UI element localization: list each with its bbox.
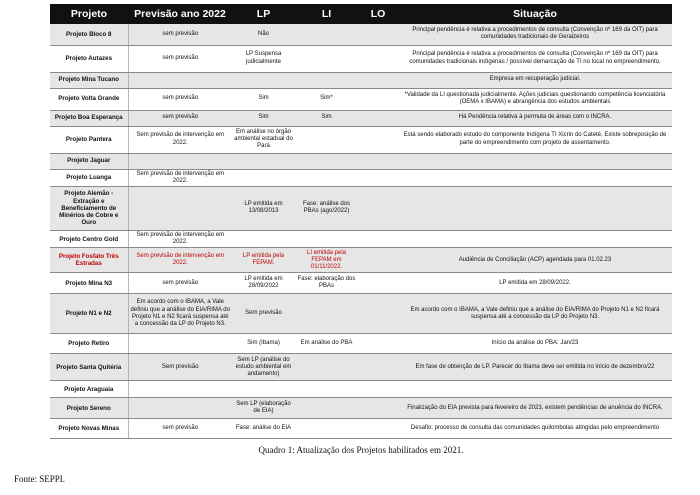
cell-previsao: sem previsão bbox=[128, 273, 232, 294]
cell-previsao: Sem previsão de intervenção em 2022. bbox=[128, 126, 232, 153]
cell-previsao: Sem previsão de intervenção em 2022. bbox=[128, 169, 232, 186]
cell-lp: Sem LP (elaboração de EIA) bbox=[232, 398, 295, 419]
table-row bbox=[50, 153, 672, 169]
cell-previsao bbox=[128, 72, 232, 88]
table-row bbox=[50, 72, 672, 88]
table-row bbox=[50, 230, 672, 247]
cell-lo bbox=[358, 398, 398, 419]
cell-situacao: Empresa em recuperação judicial. bbox=[398, 72, 672, 88]
cell-lo bbox=[358, 186, 398, 230]
table-caption: Quadro 1: Atualização dos Projetos habilitados em 2021. bbox=[258, 445, 464, 456]
header-lp: LP bbox=[232, 4, 295, 24]
table-row bbox=[50, 334, 672, 354]
cell-situacao: Em acordo com o IBAMA, a Vale definiu que a análise do EIA/RIMA do Projeto N1 e N2 ficará suspensa até a concessão da LP do Projeto N3. bbox=[398, 294, 672, 334]
cell-projeto: Projeto Alemão - Extração e Beneficiamento de Minérios de Cobre e Ouro bbox=[50, 186, 128, 230]
cell-li bbox=[295, 419, 358, 439]
cell-situacao: LP emitida em 28/09/2022. bbox=[398, 273, 672, 294]
cell-lo bbox=[358, 334, 398, 354]
cell-lo bbox=[358, 354, 398, 381]
projects-table bbox=[50, 4, 672, 439]
cell-situacao: Audiência de Conciliação (ACP) agendada para 01.02.23 bbox=[398, 248, 672, 273]
cell-projeto: Projeto Centro Gold bbox=[50, 230, 128, 247]
cell-projeto: Projeto Sereno bbox=[50, 398, 128, 419]
cell-projeto: Projeto N1 e N2 bbox=[50, 294, 128, 334]
cell-lp: Sim bbox=[232, 110, 295, 126]
cell-situacao bbox=[398, 186, 672, 230]
document bbox=[50, 4, 672, 455]
cell-li: Fase: análise dos PBAs (ago/2022) bbox=[295, 186, 358, 230]
cell-li bbox=[295, 24, 358, 45]
cell-lo bbox=[358, 294, 398, 334]
source-note: Fonte: SEPPI. bbox=[14, 474, 66, 484]
cell-li bbox=[295, 153, 358, 169]
cell-situacao: Finalização do EIA prevista para fevereiro de 2023, existem pendências de anuência do INCRA. bbox=[398, 398, 672, 419]
table-row bbox=[50, 398, 672, 419]
table-row bbox=[50, 110, 672, 126]
cell-li bbox=[295, 230, 358, 247]
cell-previsao bbox=[128, 334, 232, 354]
cell-lo bbox=[358, 24, 398, 45]
cell-li: Fase: elaboração dos PBAs bbox=[295, 273, 358, 294]
cell-previsao: Em acordo com o IBAMA, a Vale definiu que a análise do EIA/RIMA do Projeto N1 e N2 ficará suspensa até a concessão da LP do Projeto N3. bbox=[128, 294, 232, 334]
cell-li bbox=[295, 398, 358, 419]
cell-projeto: Projeto Santa Quitéria bbox=[50, 354, 128, 381]
cell-lp: LP emitida em 13/08/2013 bbox=[232, 186, 295, 230]
cell-lo bbox=[358, 419, 398, 439]
cell-previsao: sem previsão bbox=[128, 110, 232, 126]
cell-lp bbox=[232, 153, 295, 169]
cell-situacao bbox=[398, 169, 672, 186]
cell-projeto: Projeto Jaguar bbox=[50, 153, 128, 169]
cell-li bbox=[295, 294, 358, 334]
table-row bbox=[50, 273, 672, 294]
table-row bbox=[50, 45, 672, 72]
cell-lp: Fase: análise do EIA bbox=[232, 419, 295, 439]
header-li: LI bbox=[295, 4, 358, 24]
cell-li: LI emitida pela FEPAM em 01/11/2022. bbox=[295, 248, 358, 273]
cell-projeto: Projeto Luanga bbox=[50, 169, 128, 186]
table-row bbox=[50, 248, 672, 273]
header-situacao: Situação bbox=[398, 4, 672, 24]
cell-situacao: *Validade da LI questionada judicialmente. Ações judiciais questionando competência licenciatória (OEMA x IBAMA) e abrangência dos estudos ambientais bbox=[398, 88, 672, 110]
cell-lp: Sem previsão bbox=[232, 294, 295, 334]
cell-li bbox=[295, 354, 358, 381]
table-row bbox=[50, 381, 672, 398]
cell-previsao bbox=[128, 381, 232, 398]
cell-projeto: Projeto Boa Esperança bbox=[50, 110, 128, 126]
cell-lp: Sim (Ibama) bbox=[232, 334, 295, 354]
cell-lo bbox=[358, 230, 398, 247]
cell-previsao: sem previsão bbox=[128, 419, 232, 439]
cell-li: Sim* bbox=[295, 88, 358, 110]
cell-lo bbox=[358, 169, 398, 186]
cell-li: Em análise do PBA bbox=[295, 334, 358, 354]
cell-projeto: Projeto Pantera bbox=[50, 126, 128, 153]
cell-previsao bbox=[128, 398, 232, 419]
cell-lp bbox=[232, 169, 295, 186]
cell-projeto: Projeto Novas Minas bbox=[50, 419, 128, 439]
cell-lp: Sim bbox=[232, 88, 295, 110]
cell-previsao: Sem previsão de intervenção em 2022. bbox=[128, 248, 232, 273]
cell-projeto: Projeto Bloco 8 bbox=[50, 24, 128, 45]
cell-situacao: Está sendo elaborado estudo do componente Indígena TI Xicrin do Cateté. Existe sobreposição de parte do empreendimento com projeto de assentamento. bbox=[398, 126, 672, 153]
cell-lo bbox=[358, 248, 398, 273]
cell-lo bbox=[358, 153, 398, 169]
cell-lp: Em análise no órgão ambiental estadual do Pará bbox=[232, 126, 295, 153]
cell-li bbox=[295, 126, 358, 153]
cell-situacao: Há Pendência relativa à permuta de áreas com o INCRA. bbox=[398, 110, 672, 126]
cell-lp: Não bbox=[232, 24, 295, 45]
cell-projeto: Projeto Retiro bbox=[50, 334, 128, 354]
cell-li: Sim bbox=[295, 110, 358, 126]
cell-previsao: sem previsão bbox=[128, 24, 232, 45]
cell-situacao bbox=[398, 153, 672, 169]
cell-situacao: Início da análise do PBA: Jan/23 bbox=[398, 334, 672, 354]
cell-lo bbox=[358, 110, 398, 126]
cell-lo bbox=[358, 72, 398, 88]
cell-previsao: Sem previsão bbox=[128, 354, 232, 381]
table-row bbox=[50, 294, 672, 334]
cell-projeto: Projeto Fosfato Três Estradas bbox=[50, 248, 128, 273]
cell-lo bbox=[358, 45, 398, 72]
cell-projeto: Projeto Volta Grande bbox=[50, 88, 128, 110]
cell-lp: LP emitida pela FEPAM. bbox=[232, 248, 295, 273]
cell-lo bbox=[358, 273, 398, 294]
cell-previsao: Sem previsão de intervenção em 2022. bbox=[128, 230, 232, 247]
cell-lp: LP emitida em 28/09/2022 bbox=[232, 273, 295, 294]
cell-previsao: sem previsão bbox=[128, 45, 232, 72]
cell-li bbox=[295, 72, 358, 88]
cell-lp: LP Suspensa judicialmente bbox=[232, 45, 295, 72]
table-row bbox=[50, 186, 672, 230]
table-row bbox=[50, 169, 672, 186]
cell-previsao: sem previsão bbox=[128, 88, 232, 110]
cell-previsao bbox=[128, 153, 232, 169]
cell-lo bbox=[358, 126, 398, 153]
cell-projeto: Projeto Mina Tucano bbox=[50, 72, 128, 88]
table-row bbox=[50, 354, 672, 381]
cell-li bbox=[295, 381, 358, 398]
header-row bbox=[50, 4, 672, 24]
cell-previsao bbox=[128, 186, 232, 230]
cell-lo bbox=[358, 381, 398, 398]
cell-situacao: Desafio: processo de consulta das comunidades quilombolas atingidas pelo empreendimento bbox=[398, 419, 672, 439]
cell-situacao: Principal pendência é relativa a procedimentos de consulta (Convenção nº 169 da OIT) para comunidades tradicionais indígenas / possível demarcação de TI no local no empreendimento. bbox=[398, 45, 672, 72]
cell-situacao: Principal pendência é relativa a procedimentos de consulta (Convenção nº 169 da OIT) para comunidades tradicionais de Geraizeiros bbox=[398, 24, 672, 45]
cell-li bbox=[295, 45, 358, 72]
table-row bbox=[50, 88, 672, 110]
cell-projeto: Projeto Autazes bbox=[50, 45, 128, 72]
cell-situacao bbox=[398, 230, 672, 247]
cell-lo bbox=[358, 88, 398, 110]
table-row bbox=[50, 126, 672, 153]
cell-situacao bbox=[398, 381, 672, 398]
cell-lp bbox=[232, 230, 295, 247]
cell-lp: Sem LP (análise do estudo ambiental em andamento) bbox=[232, 354, 295, 381]
cell-li bbox=[295, 169, 358, 186]
table-row bbox=[50, 24, 672, 45]
header-projeto: Projeto bbox=[50, 4, 128, 24]
header-lo: LO bbox=[358, 4, 398, 24]
cell-lp bbox=[232, 381, 295, 398]
table-row bbox=[50, 419, 672, 439]
cell-situacao: Em fase de obtenção de LP. Parecer do Ibama deve ser emitida no início de dezembro/22 bbox=[398, 354, 672, 381]
cell-projeto: Projeto Araguaia bbox=[50, 381, 128, 398]
cell-lp bbox=[232, 72, 295, 88]
cell-projeto: Projeto Mina N3 bbox=[50, 273, 128, 294]
header-previsao: Previsão ano 2022 bbox=[128, 4, 232, 24]
